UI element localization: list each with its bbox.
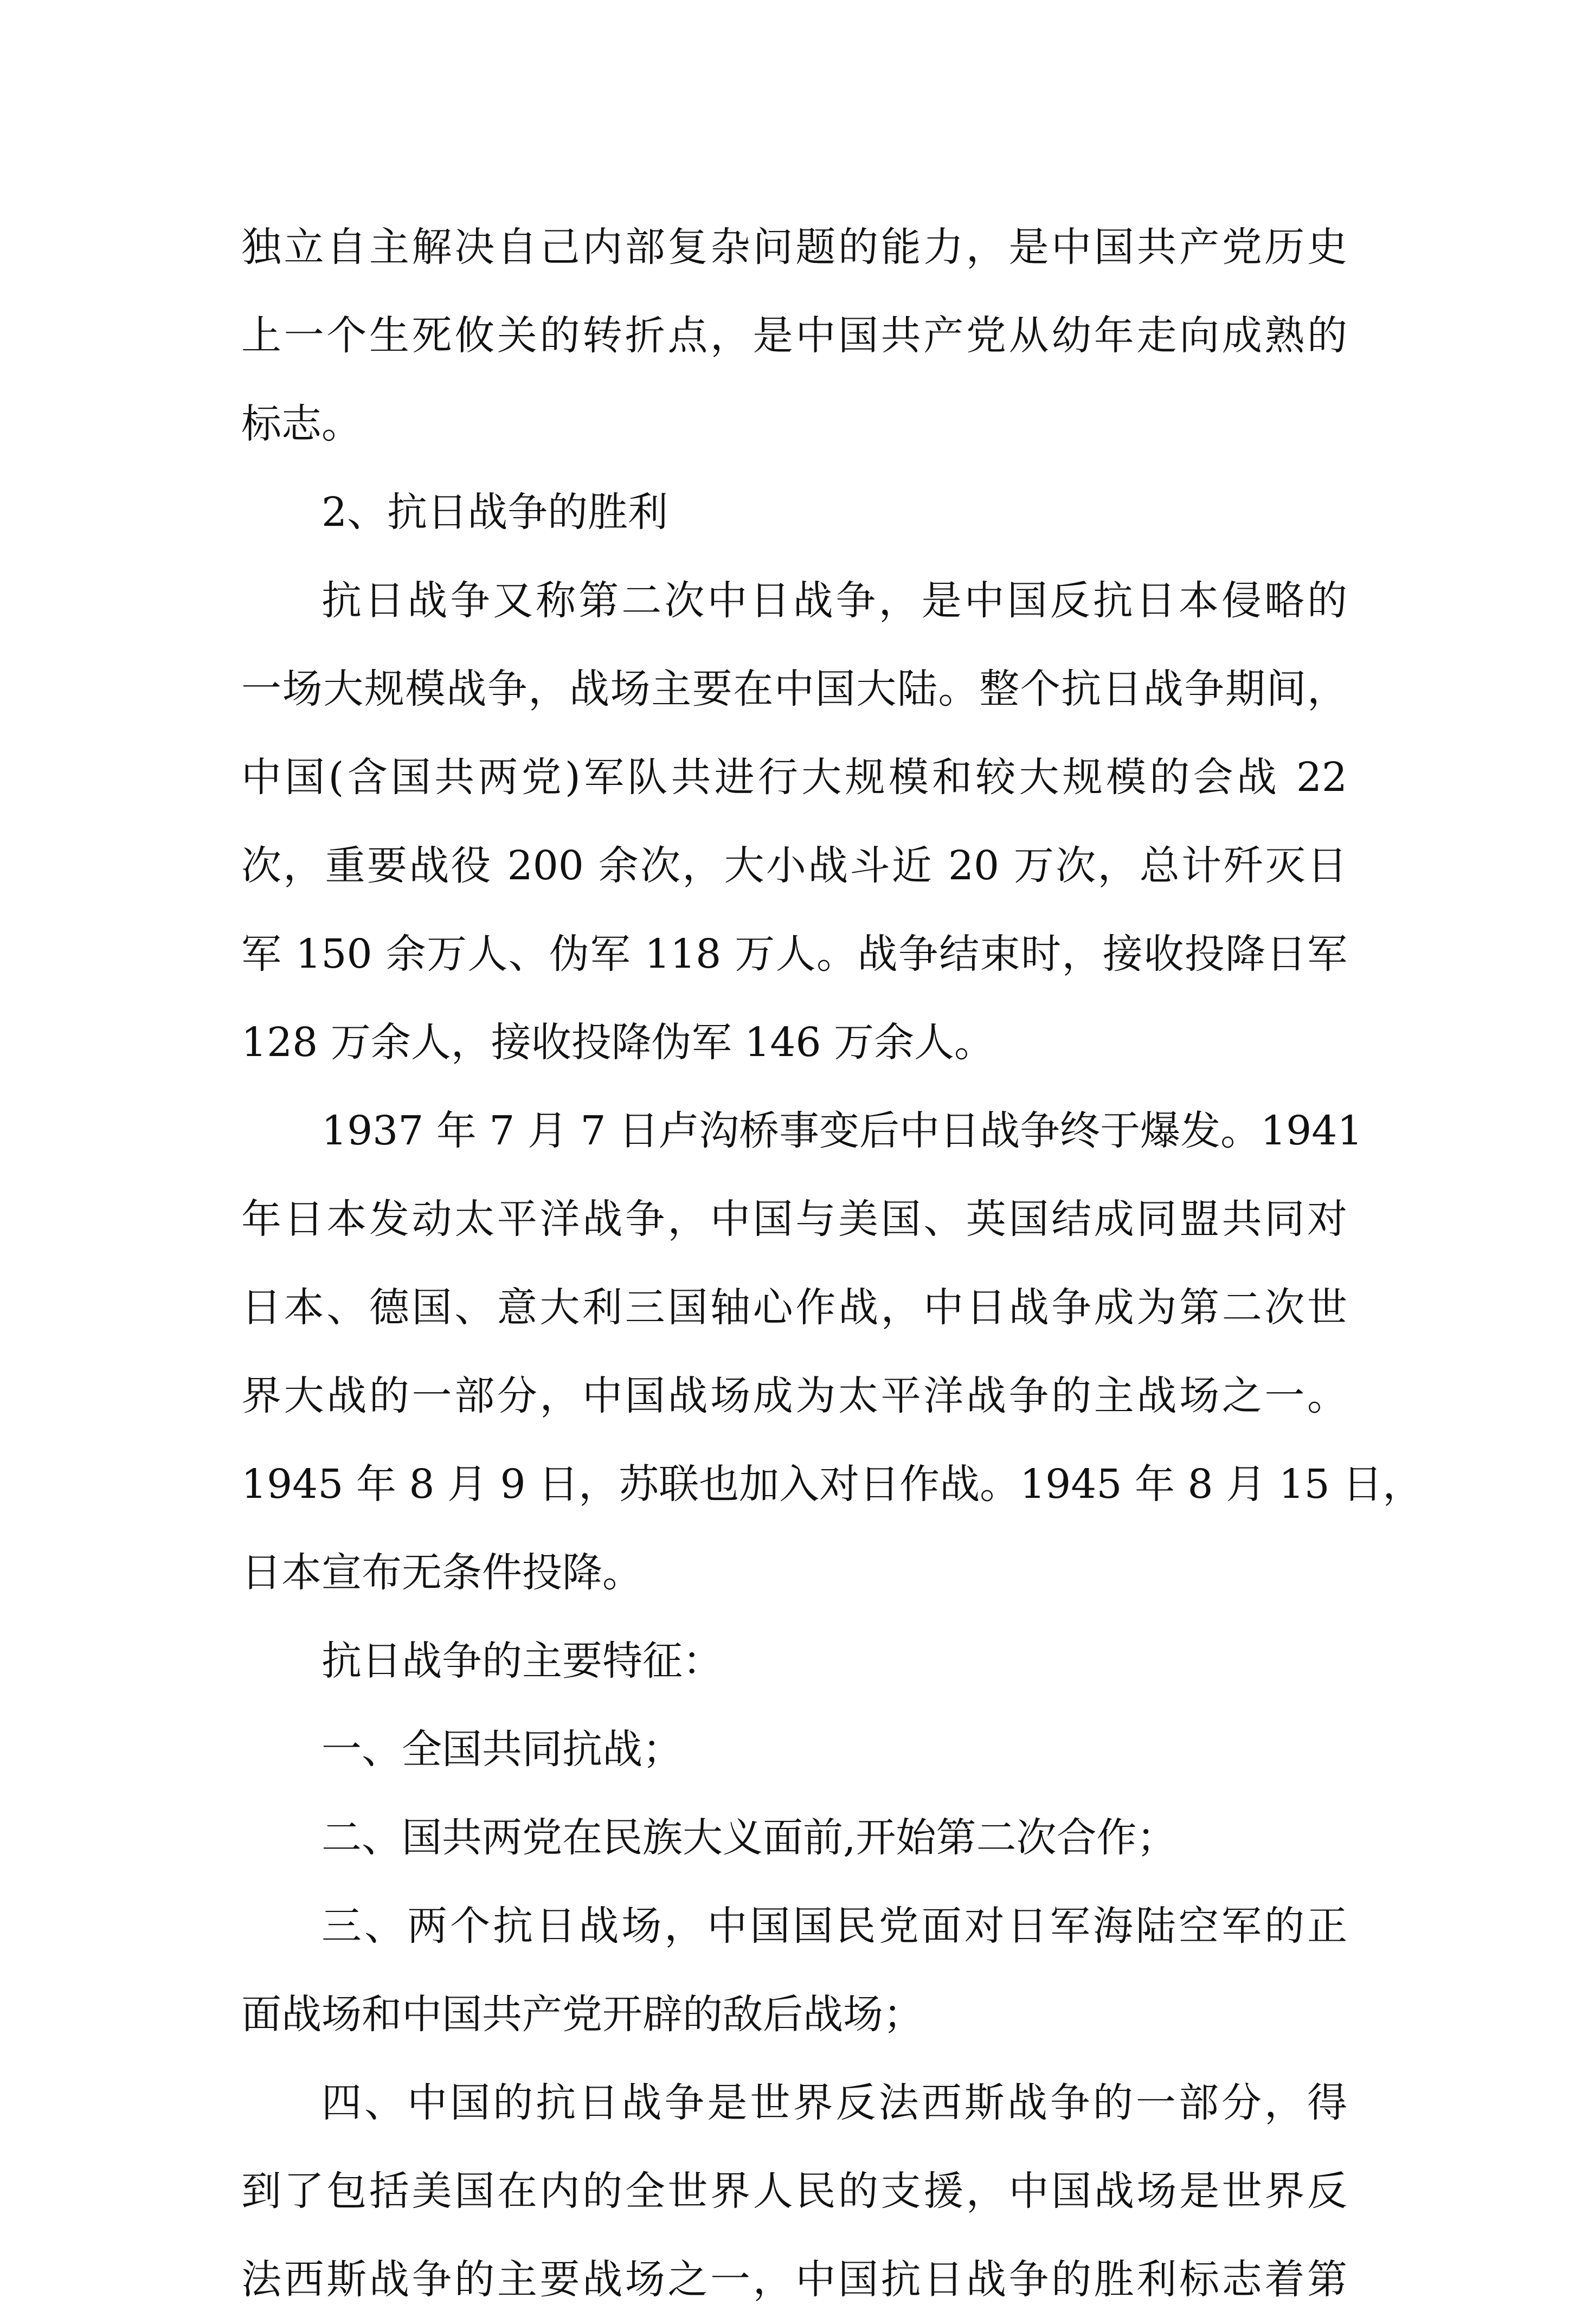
paragraph-p-features-title bbox=[241, 1617, 1347, 1705]
text-line: 次，重要战役 200 余次，大小战斗近 20 万次，总计歼灭日 bbox=[241, 842, 1347, 889]
text-line: 二、国共两党在民族大义面前,开始第二次合作； bbox=[321, 1814, 1177, 1861]
text-line: 四、中国的抗日战争是世界反法西斯战争的一部分，得 bbox=[321, 2080, 1347, 2126]
text-line: 日本、德国、意大利三国轴心作战，中日战争成为第二次世 bbox=[241, 1284, 1347, 1331]
paragraph-p-feature-4 bbox=[241, 2059, 1347, 2324]
text-line: 128 万余人，接收投降伪军 146 万余人。 bbox=[241, 1019, 995, 1066]
text-line: 法西斯战争的主要战场之一，中国抗日战争的胜利标志着第 bbox=[241, 2256, 1347, 2303]
document-body bbox=[241, 203, 1423, 2324]
paragraph-p-feature-3 bbox=[241, 1882, 1347, 2059]
paragraph-p-feature-2 bbox=[241, 1794, 1347, 1882]
text-line: 年日本发动太平洋战争，中国与美国、英国结成同盟共同对 bbox=[241, 1196, 1347, 1243]
paragraph-heading-2 bbox=[241, 468, 1347, 557]
text-line: 抗日战争又称第二次中日战争，是中国反抗日本侵略的 bbox=[321, 577, 1347, 624]
text-line: 三、两个抗日战场，中国国民党面对日军海陆空军的正 bbox=[321, 1903, 1347, 1949]
text-line: 1945 年 8 月 9 日，苏联也加入对日作战。1945 年 8 月 15 日， bbox=[241, 1461, 1423, 1508]
text-line: 中国(含国共两党)军队共进行大规模和较大规模的会战 22 bbox=[241, 754, 1347, 801]
text-line: 一、全国共同抗战； bbox=[321, 1726, 683, 1773]
text-line: 日本宣布无条件投降。 bbox=[241, 1549, 642, 1596]
text-line: 上一个生死攸关的转折点，是中国共产党从幼年走向成熟的 bbox=[241, 312, 1347, 359]
paragraph-p-feature-1 bbox=[241, 1705, 1347, 1794]
text-line: 一场大规模战争，战场主要在中国大陆。整个抗日战争期间， bbox=[241, 666, 1347, 712]
text-line: 抗日战争的主要特征： bbox=[321, 1638, 723, 1684]
text-line: 2、抗日战争的胜利 bbox=[321, 489, 668, 536]
text-line: 面战场和中国共产党开辟的敌后战场； bbox=[241, 1991, 923, 2038]
text-line: 独立自主解决自己内部复杂问题的能力，是中国共产党历史 bbox=[241, 224, 1347, 271]
text-line: 标志。 bbox=[241, 401, 362, 447]
paragraph-p-war-overview bbox=[241, 557, 1347, 1087]
paragraph-p1-continuation bbox=[241, 203, 1347, 468]
text-line: 到了包括美国在内的全世界人民的支援，中国战场是世界反 bbox=[241, 2168, 1347, 2214]
paragraph-p-war-timeline bbox=[241, 1087, 1423, 1617]
text-line: 1937 年 7 月 7 日卢沟桥事变后中日战争终于爆发。1941 bbox=[321, 1108, 1363, 1154]
text-line: 军 150 余万人、伪军 118 万人。战争结束时，接收投降日军 bbox=[241, 931, 1347, 977]
text-line: 界大战的一部分，中国战场成为太平洋战争的主战场之一。 bbox=[241, 1373, 1347, 1419]
